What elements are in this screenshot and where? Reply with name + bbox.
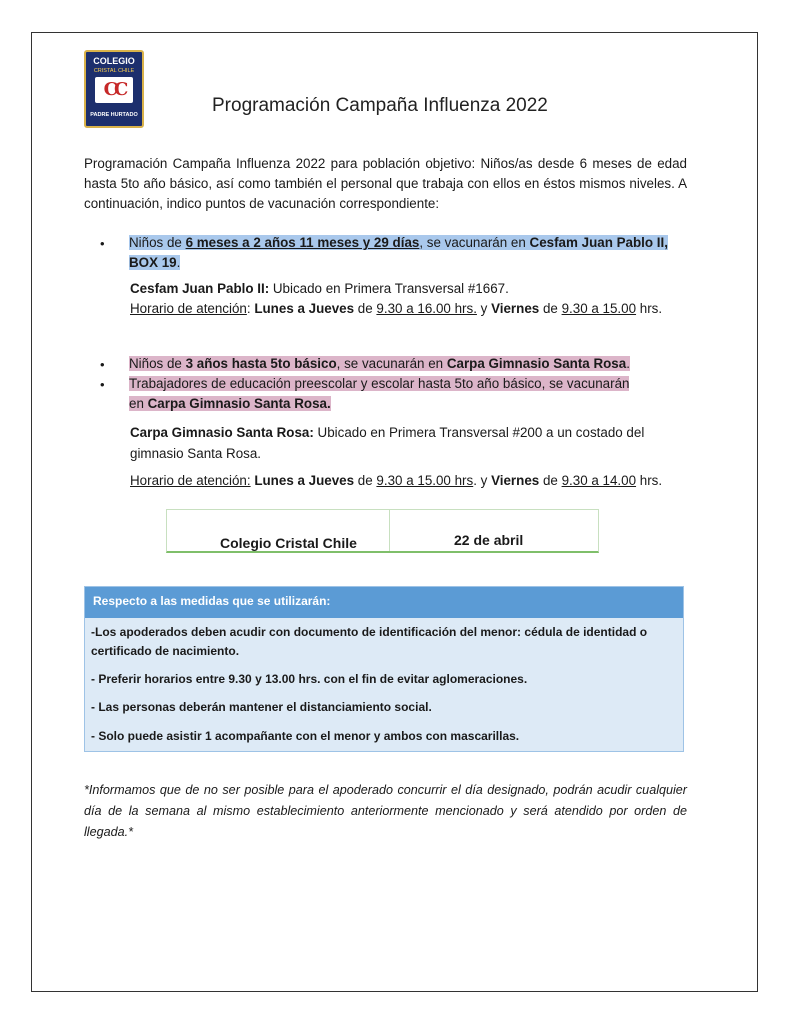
time-range: 9.30 a 16.00 hrs. (376, 301, 477, 316)
logo-line-3: PADRE HURTADO (90, 112, 138, 118)
location-label: Carpa Gimnasio Santa Rosa: (130, 425, 314, 440)
measure-item: - Las personas deberán mantener el distanciamiento social. (91, 700, 432, 714)
text-run: y (476, 301, 492, 316)
measure-item: certificado de nacimiento. (91, 644, 240, 658)
bullet-carpa-children (129, 354, 689, 374)
text-run: Niños de (129, 356, 186, 371)
measures-header (85, 587, 683, 618)
days: Viernes (491, 301, 540, 316)
highlighted-text (129, 255, 180, 270)
highlighted-text: Trabajadores de educación preescolar y escolar hasta 5to año básico, se vacunarán (129, 376, 630, 391)
carpa-hours (130, 470, 662, 491)
age-range: 6 meses a 2 años 11 meses y 29 días (185, 235, 420, 250)
footnote: *Informamos que de no ser posible para el apoderado concurrir el día designado, podrán acudir cualquier día de la semana al mismo establecimiento anteriormente mencionado y será atendido por orden de llegada.* (84, 783, 687, 839)
days: Lunes a Jueves (254, 301, 355, 316)
time-range: 9.30 a 15.00 (561, 301, 637, 316)
bullet-cesfam (129, 233, 689, 273)
document-page (31, 32, 758, 992)
cesfam-location (130, 278, 509, 299)
text-run: hrs. (636, 473, 663, 488)
carpa-location (130, 422, 670, 464)
time-range: 9.30 a 14.00 (561, 473, 637, 488)
bullet-carpa-workers (129, 374, 691, 414)
highlighted-text (129, 356, 630, 371)
days: Viernes (491, 473, 540, 488)
text-run: , se vacunarán en (336, 356, 447, 371)
school-name: Colegio Cristal Chile (220, 535, 357, 551)
intro-paragraph: Programación Campaña Influenza 2022 para población objetivo: Niños/as desde 6 meses de edad hasta 5to año básico, así como también el personal que trabaja con ellos en éstos mismos niveles. A continuación, indico puntos de vacunación correspondiente: (84, 156, 687, 211)
text-run: en (129, 396, 148, 411)
text-run: de (354, 473, 377, 488)
bullet-dot-icon: • (100, 236, 105, 251)
location-text: Ubicado en Primera Transversal #1667. (269, 281, 509, 296)
time-range: 9.30 a 15.00 hrs (376, 473, 474, 488)
text-run: de (539, 473, 562, 488)
age-range: 3 años hasta 5to básico (185, 356, 337, 371)
hours-label: Horario de atención: (130, 473, 251, 488)
text-run: Niños de (129, 235, 186, 250)
text-run: de (539, 301, 562, 316)
box-number: BOX 19 (129, 255, 177, 270)
text-run: . (626, 356, 630, 371)
measure-item: - Solo puede asistir 1 acompañante con el menor y ambos con mascarillas. (91, 729, 520, 743)
school-cell (167, 510, 390, 551)
cesfam-hours (130, 298, 662, 319)
highlighted-text (129, 396, 331, 411)
bullet-dot-icon: • (100, 377, 105, 392)
date-table (166, 509, 599, 553)
logo-emblem-letters: CC (103, 79, 125, 100)
text-run: , se vacunarán en (419, 235, 530, 250)
logo-emblem (95, 77, 133, 103)
measure-item: -Los apoderados deben acudir con documento de identificación del menor: cédula de identidad o (91, 625, 648, 639)
measures-box (84, 586, 684, 752)
measures-header-text: Respecto a las medidas que se utilizarán: (93, 594, 331, 608)
location-text: Ubicado en Primera Transversal #200 a un costado del (313, 425, 645, 440)
school-logo (84, 50, 144, 128)
location-text: gimnasio Santa Rosa. (130, 446, 262, 461)
days: Lunes a Jueves (254, 473, 355, 488)
document-title: Programación Campaña Influenza 2022 (212, 95, 548, 116)
logo-line-2: CRISTAL CHILE (93, 68, 135, 74)
text-run: . (176, 255, 181, 270)
location-name: Cesfam Juan Pablo II, (529, 235, 668, 250)
location-name: Carpa Gimnasio Santa Rosa. (147, 396, 331, 411)
hours-label: Horario de atención (130, 301, 247, 316)
bullet-dot-icon: • (100, 357, 105, 372)
logo-line-1: COLEGIO (93, 56, 135, 66)
measure-item: - Preferir horarios entre 9.30 y 13.00 hrs. con el fin de evitar aglomeraciones. (91, 672, 528, 686)
text-run: . y (473, 473, 492, 488)
text-run: de (354, 301, 377, 316)
vaccination-date: 22 de abril (454, 532, 524, 548)
text-run: : (246, 301, 255, 316)
highlighted-text (129, 235, 668, 250)
location-name: Carpa Gimnasio Santa Rosa (446, 356, 627, 371)
text-run: hrs. (636, 301, 663, 316)
location-label: Cesfam Juan Pablo II: (130, 281, 270, 296)
